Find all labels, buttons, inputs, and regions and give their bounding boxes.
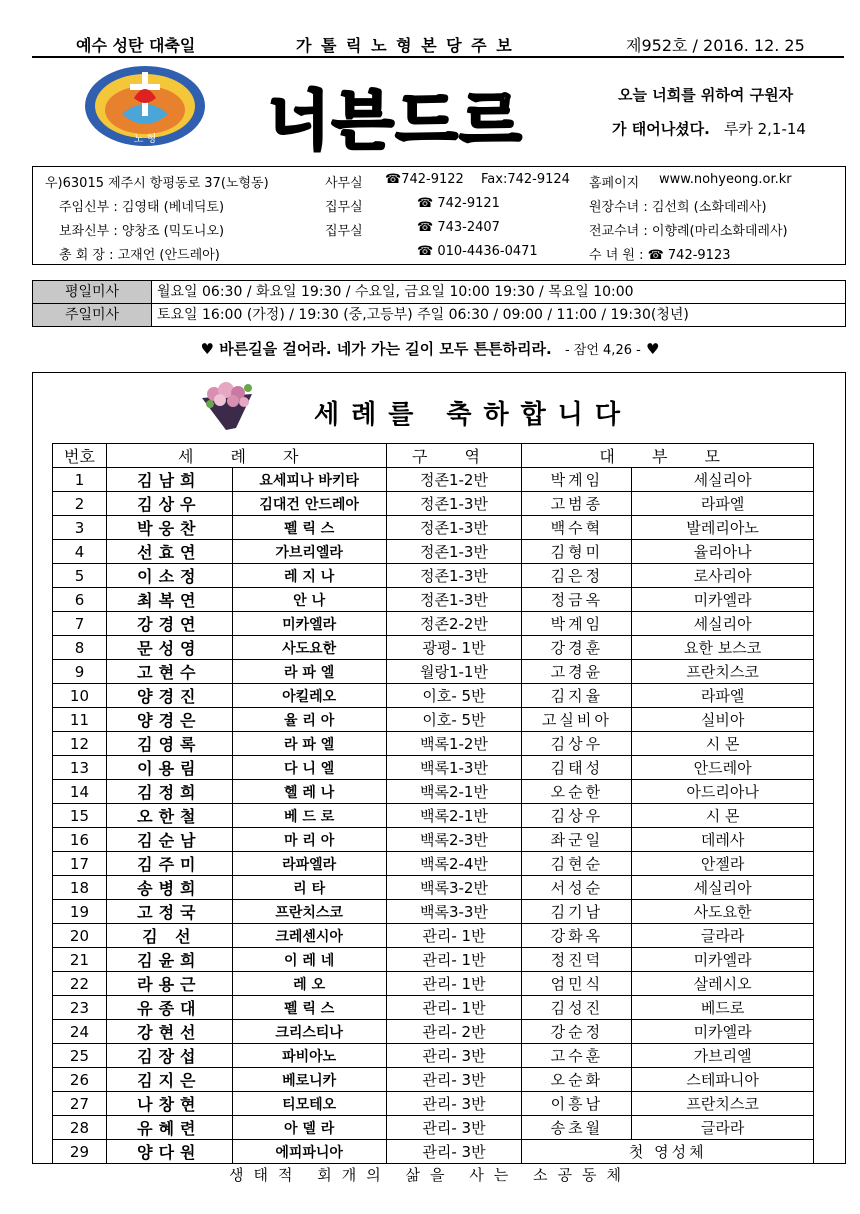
table-row — [53, 852, 814, 876]
baptized-saint-name: 율 리 아 — [232, 708, 386, 732]
baptized-name: 양경은 — [106, 708, 232, 732]
baptized-name: 강경연 — [106, 612, 232, 636]
head-nun: 원장수녀 : 김선희 (소화데레사) — [589, 200, 767, 215]
godparent-saint-name: 요한 보스코 — [632, 636, 814, 660]
godparent-name: 정금옥 — [522, 588, 632, 612]
logo-text: 노 형 — [133, 134, 157, 145]
godparent-saint-name: 미카엘라 — [632, 948, 814, 972]
baptized-saint-name: 크리스티나 — [232, 1020, 386, 1044]
godparent-saint-name: 세실리아 — [632, 468, 814, 492]
baptized-name: 유혜련 — [106, 1116, 232, 1140]
table-row — [53, 1116, 814, 1140]
baptized-saint-name: 사도요한 — [232, 636, 386, 660]
parish-info-box — [32, 166, 846, 265]
table-row — [53, 804, 814, 828]
baptized-saint-name: 요세피나 바키타 — [232, 468, 386, 492]
address: 우)63015 제주시 항평동로 37(노형동) — [45, 176, 269, 191]
godparent-saint-name: 데레사 — [632, 828, 814, 852]
table-row — [53, 588, 814, 612]
district: 정존1-3반 — [386, 492, 522, 516]
baptized-saint-name: 크레센시아 — [232, 924, 386, 948]
baptized-saint-name: 펠 릭 스 — [232, 996, 386, 1020]
district: 정존1-3반 — [386, 588, 522, 612]
row-number: 20 — [53, 924, 107, 948]
sunday-mass-label: 주일미사 — [33, 304, 152, 326]
godparent-saint-name: 글라라 — [632, 1116, 814, 1140]
district: 정존1-3반 — [386, 516, 522, 540]
heart-icon: ♥ — [200, 340, 214, 358]
sunday-mass-times: 토요일 16:00 (가정) / 19:30 (중,고등부) 주일 06:30 / 09:00 / 11:00 / 19:30(청년) — [157, 307, 689, 323]
header-godparent: 대 부 모 — [522, 444, 814, 468]
baptism-title: 세례를 축하합니다 — [314, 400, 632, 430]
district: 백록2-4반 — [386, 852, 522, 876]
baptized-saint-name: 라파엘라 — [232, 852, 386, 876]
parish-logo — [82, 64, 208, 148]
godparent-name: 강경훈 — [522, 636, 632, 660]
mass-schedule — [32, 280, 846, 327]
baptized-saint-name: 안 나 — [232, 588, 386, 612]
president: 총 회 장 : 고재언 (안드레아) — [59, 248, 220, 263]
motto-ref: - 잠언 4,26 - — [564, 343, 641, 358]
row-number: 29 — [53, 1140, 107, 1164]
table-row — [53, 612, 814, 636]
godparent-name: 정진덕 — [522, 948, 632, 972]
row-number: 19 — [53, 900, 107, 924]
godparent-name: 이흥남 — [522, 1092, 632, 1116]
row-number: 10 — [53, 684, 107, 708]
table-row — [53, 972, 814, 996]
godparent-name: 김기남 — [522, 900, 632, 924]
fax: Fax:742-9124 — [481, 172, 570, 187]
row-number: 2 — [53, 492, 107, 516]
district: 백록2-3반 — [386, 828, 522, 852]
row-number: 25 — [53, 1044, 107, 1068]
homepage-link[interactable]: www.nohyeong.or.kr — [659, 172, 792, 187]
row-number: 27 — [53, 1092, 107, 1116]
godparent-saint-name: 로사리아 — [632, 564, 814, 588]
district: 관리- 3반 — [386, 1140, 522, 1164]
feast-name: 예수 성탄 대축일 — [76, 36, 196, 55]
godparent-saint-name: 시 몬 — [632, 804, 814, 828]
flower-bouquet-icon — [196, 378, 258, 432]
info-row-assistant — [33, 217, 845, 239]
row-number: 8 — [53, 636, 107, 660]
info-row-president — [33, 241, 845, 263]
baptized-name: 김순남 — [106, 828, 232, 852]
district: 관리- 1반 — [386, 972, 522, 996]
header-baptized: 세 례 자 — [106, 444, 386, 468]
godparent-name: 김상우 — [522, 732, 632, 756]
district: 관리- 1반 — [386, 924, 522, 948]
table-row — [53, 540, 814, 564]
district: 관리- 1반 — [386, 948, 522, 972]
godparent-saint-name: 스테파니아 — [632, 1068, 814, 1092]
row-number: 14 — [53, 780, 107, 804]
row-number: 1 — [53, 468, 107, 492]
district: 관리- 1반 — [386, 996, 522, 1020]
godparent-name: 김현순 — [522, 852, 632, 876]
verse-line2-text: 가 태어나셨다. — [612, 120, 710, 138]
table-row — [53, 876, 814, 900]
verse-line2 — [612, 118, 806, 139]
godparent-saint-name: 라파엘 — [632, 684, 814, 708]
godparent-name: 오순한 — [522, 780, 632, 804]
table-row — [53, 756, 814, 780]
row-number: 5 — [53, 564, 107, 588]
godparent-saint-name: 프란치스코 — [632, 1092, 814, 1116]
district: 광평- 1반 — [386, 636, 522, 660]
baptized-name: 양다원 — [106, 1140, 232, 1164]
office-phone: ☎742-9122 — [385, 172, 464, 187]
district: 관리- 2반 — [386, 1020, 522, 1044]
godparent-name: 김태성 — [522, 756, 632, 780]
baptism-table — [52, 443, 814, 1164]
baptized-saint-name: 티모테오 — [232, 1092, 386, 1116]
pastor-room: 집무실 — [325, 200, 363, 215]
godparent-saint-name: 안젤라 — [632, 852, 814, 876]
godparent-name: 김지율 — [522, 684, 632, 708]
godparent-saint-name: 가브리엘 — [632, 1044, 814, 1068]
baptized-name: 김영록 — [106, 732, 232, 756]
convent: 수 녀 원 : ☎ 742-9123 — [589, 248, 731, 263]
table-row — [53, 516, 814, 540]
row-number: 16 — [53, 828, 107, 852]
district: 백록2-1반 — [386, 804, 522, 828]
baptized-saint-name: 리 타 — [232, 876, 386, 900]
godparent-saint-name: 안드레아 — [632, 756, 814, 780]
footer-slogan: 생태적 회개의 삶을 사는 소공동체 — [229, 1166, 631, 1184]
baptized-name: 김상우 — [106, 492, 232, 516]
parish-name: 가 톨 릭 노 형 본 당 주 보 — [296, 36, 514, 55]
table-row — [53, 948, 814, 972]
pastor-phone: ☎ 742-9121 — [417, 196, 500, 211]
row-number: 26 — [53, 1068, 107, 1092]
table-row — [53, 828, 814, 852]
godparent-saint-name: 실비아 — [632, 708, 814, 732]
assistant-priest: 보좌신부 : 양창조 (믹도니오) — [59, 224, 225, 239]
assistant-room: 집무실 — [325, 224, 363, 239]
table-header — [53, 444, 814, 468]
godparent-saint-name: 미카엘라 — [632, 1020, 814, 1044]
godparent-note: 첫 영성체 — [522, 1140, 814, 1164]
table-row — [53, 1044, 814, 1068]
godparent-saint-name: 율리아나 — [632, 540, 814, 564]
header-district: 구 역 — [386, 444, 522, 468]
verse-line1: 오늘 너희를 위하여 구원자 — [618, 86, 794, 104]
baptized-name: 선효연 — [106, 540, 232, 564]
godparent-saint-name: 프란치스코 — [632, 660, 814, 684]
top-bar — [32, 30, 844, 58]
row-number: 3 — [53, 516, 107, 540]
baptized-saint-name: 베로니카 — [232, 1068, 386, 1092]
district: 백록3-2반 — [386, 876, 522, 900]
godparent-saint-name: 아드리아나 — [632, 780, 814, 804]
table-row — [53, 636, 814, 660]
godparent-name: 김형미 — [522, 540, 632, 564]
baptized-name: 문성영 — [106, 636, 232, 660]
godparent-name: 좌군일 — [522, 828, 632, 852]
motto-text: 바른길을 걸어라. 네가 가는 길이 모두 튼튼하리라. — [219, 340, 552, 358]
table-row — [53, 468, 814, 492]
table-row — [53, 900, 814, 924]
baptized-name: 김윤희 — [106, 948, 232, 972]
table-row — [53, 1068, 814, 1092]
row-number: 28 — [53, 1116, 107, 1140]
baptized-name: 양경진 — [106, 684, 232, 708]
godparent-name: 김상우 — [522, 804, 632, 828]
district: 관리- 3반 — [386, 1092, 522, 1116]
godparent-saint-name: 세실리아 — [632, 612, 814, 636]
godparent-saint-name: 글라라 — [632, 924, 814, 948]
godparent-name: 고경윤 — [522, 660, 632, 684]
godparent-saint-name: 미카엘라 — [632, 588, 814, 612]
baptized-saint-name: 다 니 엘 — [232, 756, 386, 780]
baptized-saint-name: 아 델 라 — [232, 1116, 386, 1140]
baptized-saint-name: 라 파 엘 — [232, 660, 386, 684]
baptized-name: 이용림 — [106, 756, 232, 780]
row-number: 6 — [53, 588, 107, 612]
district: 정존1-2반 — [386, 468, 522, 492]
row-number: 23 — [53, 996, 107, 1020]
district: 정존1-3반 — [386, 564, 522, 588]
weekday-mass-label: 평일미사 — [33, 281, 152, 303]
table-row — [53, 732, 814, 756]
godparent-saint-name: 살레시오 — [632, 972, 814, 996]
baptized-saint-name: 에피파니아 — [232, 1140, 386, 1164]
baptized-saint-name: 헬 레 나 — [232, 780, 386, 804]
district: 관리- 3반 — [386, 1044, 522, 1068]
baptized-saint-name: 이 레 네 — [232, 948, 386, 972]
sunday-mass-row — [33, 303, 845, 326]
baptized-name: 나창현 — [106, 1092, 232, 1116]
godparent-name: 고실비아 — [522, 708, 632, 732]
row-number: 13 — [53, 756, 107, 780]
baptized-name: 김주미 — [106, 852, 232, 876]
baptized-name: 김남희 — [106, 468, 232, 492]
homepage-label: 홈페이지 — [589, 176, 640, 191]
district: 백록1-3반 — [386, 756, 522, 780]
weekday-mass-times: 월요일 06:30 / 화요일 19:30 / 수요일, 금요일 10:00 19:30 / 목요일 10:00 — [157, 284, 634, 300]
godparent-name: 박계임 — [522, 468, 632, 492]
baptized-name: 최복연 — [106, 588, 232, 612]
row-number: 9 — [53, 660, 107, 684]
row-number: 15 — [53, 804, 107, 828]
godparent-name: 고수훈 — [522, 1044, 632, 1068]
baptized-name: 김지은 — [106, 1068, 232, 1092]
district: 관리- 3반 — [386, 1068, 522, 1092]
godparent-name: 백수혁 — [522, 516, 632, 540]
table-row — [53, 1140, 814, 1164]
baptized-name: 송병희 — [106, 876, 232, 900]
godparent-name: 강화옥 — [522, 924, 632, 948]
baptized-saint-name: 김대건 안드레아 — [232, 492, 386, 516]
godparent-name: 오순화 — [522, 1068, 632, 1092]
godparent-name: 김은정 — [522, 564, 632, 588]
table-row — [53, 996, 814, 1020]
table-row — [53, 708, 814, 732]
godparent-name: 김성진 — [522, 996, 632, 1020]
baptized-saint-name: 파비아노 — [232, 1044, 386, 1068]
table-row — [53, 924, 814, 948]
row-number: 22 — [53, 972, 107, 996]
pastor: 주임신부 : 김영태 (베네딕토) — [59, 200, 225, 215]
row-number: 11 — [53, 708, 107, 732]
baptized-name: 김정희 — [106, 780, 232, 804]
info-row-address — [33, 169, 845, 191]
baptized-name: 고현수 — [106, 660, 232, 684]
district: 정존2-2반 — [386, 612, 522, 636]
row-number: 12 — [53, 732, 107, 756]
row-number: 4 — [53, 540, 107, 564]
baptized-name: 김 선 — [106, 924, 232, 948]
baptized-name: 이소정 — [106, 564, 232, 588]
office-label: 사무실 — [325, 176, 363, 191]
verse-ref: 루카 2,1-14 — [723, 120, 806, 138]
godparent-saint-name: 발레리아노 — [632, 516, 814, 540]
district: 백록1-2반 — [386, 732, 522, 756]
baptized-name: 고정국 — [106, 900, 232, 924]
row-number: 7 — [53, 612, 107, 636]
table-row — [53, 780, 814, 804]
info-row-pastor — [33, 193, 845, 215]
motto — [0, 338, 860, 359]
baptized-name: 라용근 — [106, 972, 232, 996]
baptized-name: 박웅찬 — [106, 516, 232, 540]
godparent-name: 송초월 — [522, 1116, 632, 1140]
issue-date: 제952호 / 2016. 12. 25 — [626, 36, 805, 55]
godparent-name: 서성순 — [522, 876, 632, 900]
godparent-name: 고범종 — [522, 492, 632, 516]
baptized-saint-name: 프란치스코 — [232, 900, 386, 924]
president-phone: ☎ 010-4436-0471 — [417, 244, 538, 259]
mission-nun: 전교수녀 : 이향례(마리소화데레사) — [589, 224, 788, 239]
district: 이호- 5반 — [386, 708, 522, 732]
district: 백록3-3반 — [386, 900, 522, 924]
row-number: 24 — [53, 1020, 107, 1044]
baptized-name: 김장섭 — [106, 1044, 232, 1068]
district: 관리- 3반 — [386, 1116, 522, 1140]
row-number: 21 — [53, 948, 107, 972]
godparent-name: 강순정 — [522, 1020, 632, 1044]
godparent-saint-name: 시 몬 — [632, 732, 814, 756]
baptized-saint-name: 라 파 엘 — [232, 732, 386, 756]
baptized-saint-name: 레 지 나 — [232, 564, 386, 588]
table-row — [53, 1020, 814, 1044]
baptized-saint-name: 레 오 — [232, 972, 386, 996]
header-no: 번호 — [53, 444, 107, 468]
baptized-name: 강현선 — [106, 1020, 232, 1044]
godparent-name: 박계임 — [522, 612, 632, 636]
table-row — [53, 684, 814, 708]
baptized-name: 오한철 — [106, 804, 232, 828]
godparent-saint-name: 베드로 — [632, 996, 814, 1020]
godparent-saint-name: 사도요한 — [632, 900, 814, 924]
baptized-saint-name: 펠 릭 스 — [232, 516, 386, 540]
table-row — [53, 660, 814, 684]
weekday-mass-row — [33, 281, 845, 303]
baptized-saint-name: 가브리엘라 — [232, 540, 386, 564]
godparent-name: 엄민식 — [522, 972, 632, 996]
assistant-phone: ☎ 743-2407 — [417, 220, 500, 235]
district: 월랑1-1반 — [386, 660, 522, 684]
baptized-saint-name: 아킬레오 — [232, 684, 386, 708]
baptized-saint-name: 마 리 아 — [232, 828, 386, 852]
bulletin-title: 너븐드르 — [268, 85, 524, 159]
table-row — [53, 492, 814, 516]
row-number: 17 — [53, 852, 107, 876]
district: 백록2-1반 — [386, 780, 522, 804]
baptized-saint-name: 미카엘라 — [232, 612, 386, 636]
heart-icon: ♥ — [646, 340, 660, 358]
table-row — [53, 1092, 814, 1116]
row-number: 18 — [53, 876, 107, 900]
district: 정존1-3반 — [386, 540, 522, 564]
godparent-saint-name: 라파엘 — [632, 492, 814, 516]
district: 이호- 5반 — [386, 684, 522, 708]
table-row — [53, 564, 814, 588]
baptized-name: 유종대 — [106, 996, 232, 1020]
baptized-saint-name: 베 드 로 — [232, 804, 386, 828]
godparent-saint-name: 세실리아 — [632, 876, 814, 900]
